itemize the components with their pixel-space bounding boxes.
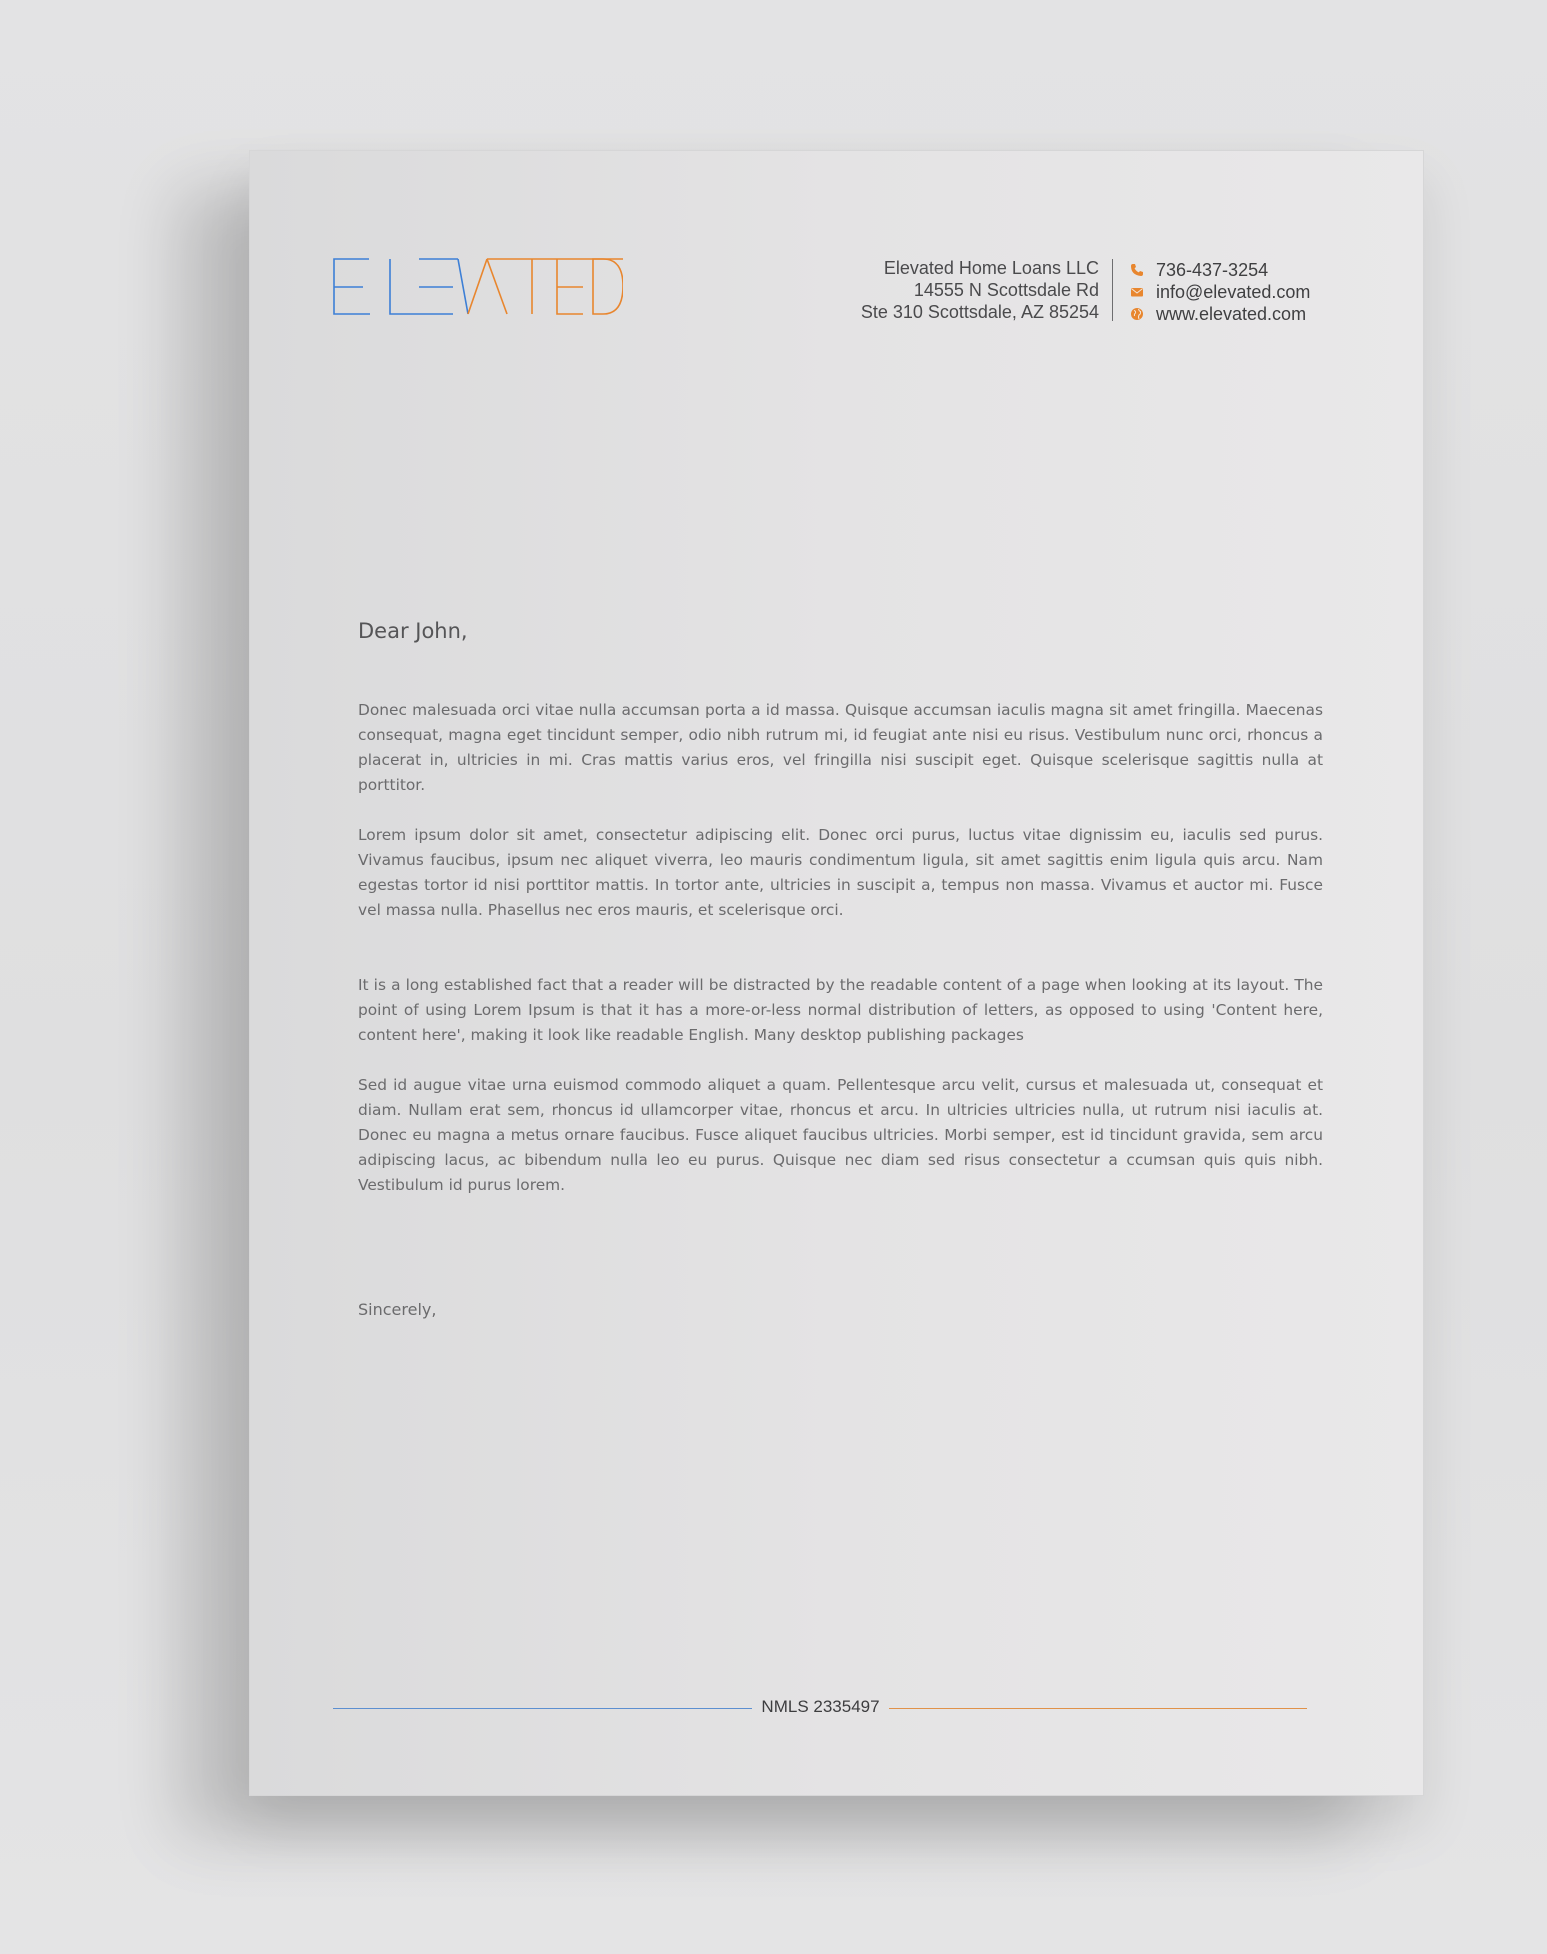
email-icon bbox=[1130, 285, 1144, 299]
footer-rule-orange bbox=[889, 1708, 1307, 1709]
company-address bbox=[861, 257, 1099, 323]
contact-email bbox=[1130, 281, 1310, 303]
phone-number: 736-437-3254 bbox=[1156, 260, 1269, 280]
header-divider bbox=[1112, 259, 1113, 321]
contact-website bbox=[1130, 303, 1310, 325]
paragraph-2: Lorem ipsum dolor sit amet, consectetur adipiscing elit. Donec orci purus, luctus vitae dignissim eu, iaculis sed purus. Vivamus faucibus, ipsum nec aliquet viverra, leo mauris condimentum ligula, sit amet sagittis enim ligula quis arcu. Nam egestas tortor id nisi porttitor mattis. In tortor ante, ultricies in suscipit a, tempus non massa. Vivamus et auctor mi. Fusce vel massa nulla. Phasellus nec eros mauris, et scelerisque orci. bbox=[358, 826, 1323, 919]
paragraph-1: Donec malesuada orci vitae nulla accumsan porta a id massa. Quisque accumsan iaculis magna sit amet fringilla. Maecenas consequat, magna eget tincidunt semper, odio nibh rutrum mi, id feugiat ante nisi eu risus. Vestibulum nunc orci, rhoncus a placerat in, ultricies in mi. Cras mattis varius eros, vel fringilla nisi suscipit eget. Quisque scelerisque sagittis nulla at porttitor. bbox=[358, 701, 1323, 794]
email-address: info@elevated.com bbox=[1156, 282, 1311, 302]
paragraph-3: It is a long established fact that a reader will be distracted by the readable content of a page when looking at its layout. The point of using Lorem Ipsum is that it has a more-or-less normal distribution of letters, as opposed to using 'Content here, content here', making it look like readable English. Many desktop publishing packages bbox=[358, 976, 1323, 1044]
nmls-number: NMLS 2335497 bbox=[761, 1697, 880, 1716]
contact-list bbox=[1130, 259, 1310, 325]
phone-icon bbox=[1130, 263, 1144, 277]
suite-city-address: Ste 310 Scottsdale, AZ 85254 bbox=[860, 302, 1099, 322]
paragraph-4: Sed id augue vitae urna euismod commodo aliquet a quam. Pellentesque arcu velit, cursus et malesuada ut, consequat et diam. Nullam erat sem, rhoncus id ullamcorper vitae, rhoncus et arcu. In ultricies ultricies nulla, ut rutrum nisi iaculis at. Donec eu magna a metus ornare faucibus. Fusce aliquet faucibus ultricies. Morbi semper, est id tincidunt gravida, sem arcu adipiscing lacus, ac bibendum nulla leo eu purus. Quisque nec diam sed risus consectetur a ccumsan quis quis nibh. Vestibulum id purus lorem. bbox=[358, 1076, 1323, 1194]
closing: Sincerely, bbox=[358, 1300, 437, 1319]
greeting: Dear John, bbox=[358, 619, 468, 643]
globe-icon bbox=[1130, 307, 1144, 321]
street-address: 14555 N Scottsdale Rd bbox=[913, 280, 1099, 300]
company-name: Elevated Home Loans LLC bbox=[883, 258, 1099, 278]
elevated-logo bbox=[333, 257, 623, 317]
footer-rule-blue bbox=[333, 1708, 752, 1709]
letterhead-page bbox=[249, 150, 1424, 1796]
contact-phone bbox=[1130, 259, 1310, 281]
website-url: www.elevated.com bbox=[1156, 304, 1307, 324]
